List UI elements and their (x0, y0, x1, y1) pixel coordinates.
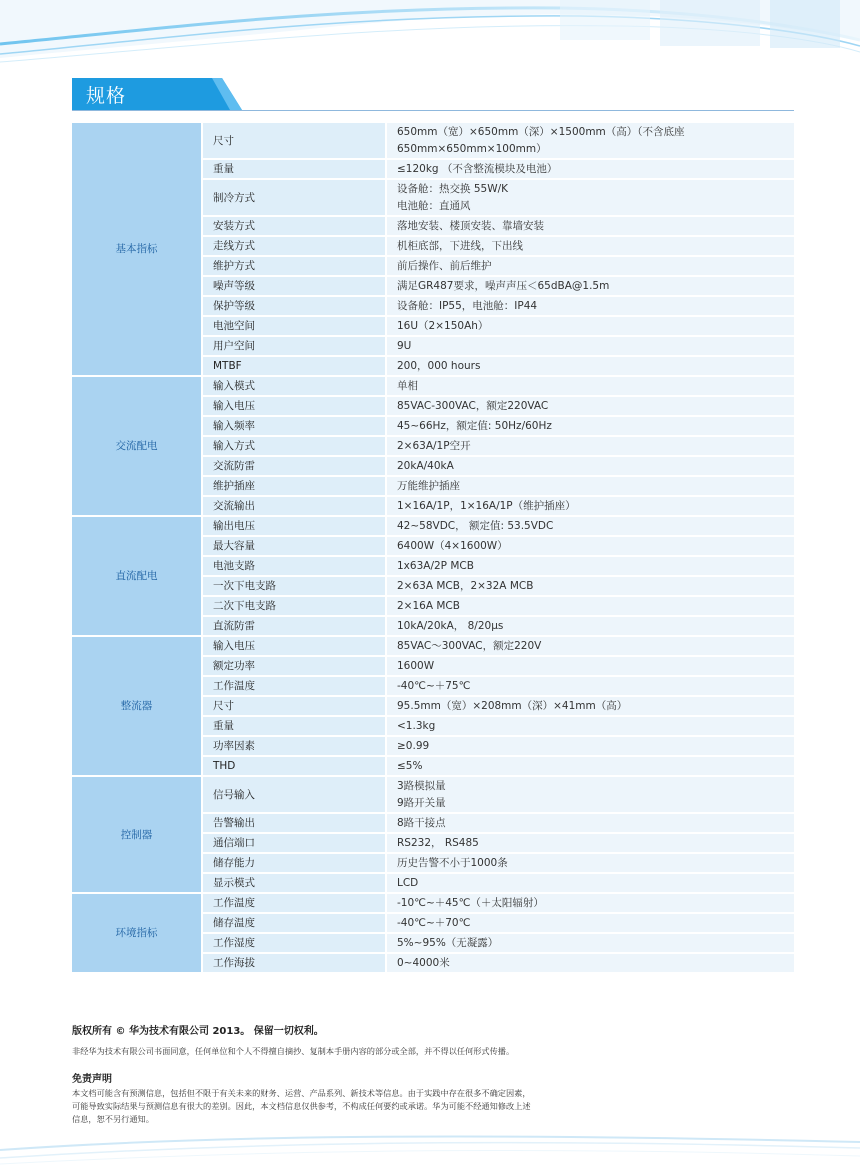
spec-label: 工作温度 (201, 677, 385, 697)
spec-value: 8路干接点 (397, 817, 446, 829)
header-wave-decoration (0, 0, 860, 80)
spec-value: <1.3kg (397, 720, 436, 732)
spec-table (72, 123, 794, 974)
spec-label: 输出电压 (201, 517, 385, 537)
spec-value-cell (385, 377, 794, 397)
spec-value-cell (385, 397, 794, 417)
spec-label: 工作温度 (201, 894, 385, 914)
disclaimer-line: 信息，恕不另行通知。 (72, 1114, 154, 1124)
spec-row (72, 637, 794, 657)
spec-value-cell (385, 914, 794, 934)
spec-value-cell (385, 317, 794, 337)
spec-label: 制冷方式 (201, 180, 385, 217)
spec-label: 输入模式 (201, 377, 385, 397)
spec-value-cell (385, 637, 794, 657)
spec-value: ≥0.99 (397, 740, 430, 752)
spec-label: 功率因素 (201, 737, 385, 757)
spec-row (72, 377, 794, 397)
spec-value-cell (385, 717, 794, 737)
spec-value: 2×63A MCB，2×32A MCB (397, 580, 534, 592)
spec-label: 重量 (201, 160, 385, 180)
spec-value: 设备舱：热交换 55W/K (397, 183, 509, 195)
spec-value-cell (385, 934, 794, 954)
spec-label: 重量 (201, 717, 385, 737)
spec-value: 电池舱：直通风 (397, 200, 471, 212)
spec-value-cell (385, 557, 794, 577)
footer (72, 1022, 632, 1126)
spec-label: 交流输出 (201, 497, 385, 517)
spec-value-cell (385, 457, 794, 477)
section-tab (72, 78, 242, 110)
spec-value: 45~66Hz，额定值: 50Hz/60Hz (397, 420, 552, 432)
spec-row (72, 517, 794, 537)
spec-value: 9U (397, 340, 412, 352)
spec-label: MTBF (201, 357, 385, 377)
spec-value-cell (385, 954, 794, 974)
spec-label: 告警输出 (201, 814, 385, 834)
spec-value: ≤5% (397, 760, 423, 772)
spec-value-cell (385, 617, 794, 637)
spec-label: 保护等级 (201, 297, 385, 317)
spec-row (72, 894, 794, 914)
spec-label: 交流防雷 (201, 457, 385, 477)
section-title: 规格 (86, 85, 127, 107)
disclaimer-line: 可能导致实际结果与预测信息有很大的差别。因此，本文档信息仅供参考，不构成任何要约或承诺。华为可能不经通知修改上述 (72, 1101, 531, 1111)
spec-label: 额定功率 (201, 657, 385, 677)
copyright-notice: 版权所有 © 华为技术有限公司 2013。 保留一切权利。 (72, 1026, 324, 1037)
spec-label: 电池支路 (201, 557, 385, 577)
spec-category: 基本指标 (72, 123, 201, 377)
spec-label: 最大容量 (201, 537, 385, 557)
spec-value-cell (385, 337, 794, 357)
spec-row (72, 123, 794, 160)
spec-value: 机柜底部，下进线，下出线 (397, 240, 523, 252)
spec-value: 前后操作、前后维护 (397, 260, 492, 272)
spec-label: 通信端口 (201, 834, 385, 854)
spec-value: 1×16A/1P，1×16A/1P（维护插座） (397, 500, 576, 512)
spec-label: 维护插座 (201, 477, 385, 497)
spec-value-cell (385, 677, 794, 697)
spec-label: 尺寸 (201, 123, 385, 160)
spec-value: 历史告警不小于1000条 (397, 857, 508, 869)
disclaimer-title: 免责声明 (72, 1074, 112, 1085)
spec-value: ≤120kg （不含整流模块及电池） (397, 163, 558, 175)
spec-value: 0~4000米 (397, 957, 450, 969)
spec-label: 显示模式 (201, 874, 385, 894)
spec-value: 5%~95%（无凝露） (397, 937, 499, 949)
spec-value-cell (385, 477, 794, 497)
spec-value-cell (385, 757, 794, 777)
spec-value: 20kA/40kA (397, 460, 454, 472)
spec-value: 落地安装、楼顶安装、靠墙安装 (397, 220, 544, 232)
spec-value: 1x63A/2P MCB (397, 560, 474, 572)
spec-value: -40℃~＋70℃ (397, 917, 471, 929)
spec-label: 电池空间 (201, 317, 385, 337)
spec-category: 环境指标 (72, 894, 201, 974)
spec-value-cell (385, 894, 794, 914)
spec-value: 3路模拟量 (397, 780, 446, 792)
spec-value-cell (385, 217, 794, 237)
spec-label: 储存能力 (201, 854, 385, 874)
spec-label: 输入频率 (201, 417, 385, 437)
spec-label: 输入电压 (201, 397, 385, 417)
spec-category: 整流器 (72, 637, 201, 777)
spec-row (72, 777, 794, 814)
spec-value: LCD (397, 877, 419, 889)
footer-wave-decoration (0, 1128, 860, 1168)
spec-value: 85VAC～300VAC，额定220V (397, 640, 542, 652)
spec-value-cell (385, 517, 794, 537)
spec-label: 工作海拔 (201, 954, 385, 974)
spec-value-cell (385, 160, 794, 180)
spec-value: 85VAC-300VAC，额定220VAC (397, 400, 549, 412)
spec-value-cell (385, 814, 794, 834)
spec-value-cell (385, 657, 794, 677)
spec-value-cell (385, 854, 794, 874)
spec-label: THD (201, 757, 385, 777)
spec-label: 输入方式 (201, 437, 385, 457)
spec-value-cell (385, 417, 794, 437)
spec-label: 安装方式 (201, 217, 385, 237)
spec-value: 2×16A MCB (397, 600, 460, 612)
spec-label: 二次下电支路 (201, 597, 385, 617)
spec-label: 噪声等级 (201, 277, 385, 297)
spec-table-body (72, 123, 794, 974)
spec-value-cell (385, 834, 794, 854)
spec-label: 直流防雷 (201, 617, 385, 637)
spec-value-cell (385, 777, 794, 814)
spec-value: 设备舱：IP55，电池舱：IP44 (397, 300, 538, 312)
spec-label: 输入电压 (201, 637, 385, 657)
spec-category: 控制器 (72, 777, 201, 894)
spec-value-cell (385, 497, 794, 517)
spec-value-cell (385, 577, 794, 597)
spec-label: 工作湿度 (201, 934, 385, 954)
spec-value: 满足GR487要求，噪声声压＜65dBA@1.5m (397, 280, 610, 292)
section-divider (72, 110, 794, 111)
spec-value-cell (385, 297, 794, 317)
spec-value: 2×63A/1P空开 (397, 440, 471, 452)
spec-value: RS232， RS485 (397, 837, 479, 849)
spec-value-cell (385, 257, 794, 277)
spec-value: 650mm（宽）×650mm（深）×1500mm（高）（不含底座650mm×650mm×100mm） (397, 126, 685, 155)
spec-label: 信号输入 (201, 777, 385, 814)
copyright-text: 非经华为技术有限公司书面同意，任何单位和个人不得擅自摘抄、复制本手册内容的部分或全部，并不得以任何形式传播。 (72, 1046, 515, 1056)
spec-value-cell (385, 237, 794, 257)
spec-value: 1600W (397, 660, 435, 672)
spec-value: 6400W（4×1600W） (397, 540, 508, 552)
spec-value: -10℃~＋45℃（＋太阳辐射） (397, 897, 544, 909)
spec-value-cell (385, 874, 794, 894)
spec-value: 单相 (397, 380, 418, 392)
spec-value: 10kA/20kA， 8/20μs (397, 620, 504, 632)
spec-value-cell (385, 597, 794, 617)
spec-label: 一次下电支路 (201, 577, 385, 597)
spec-value-cell (385, 537, 794, 557)
spec-category: 交流配电 (72, 377, 201, 517)
spec-value: 万能维护插座 (397, 480, 460, 492)
spec-value: 200，000 hours (397, 360, 481, 372)
disclaimer-line: 本文档可能含有预测信息，包括但不限于有关未来的财务、运营、产品系列、新技术等信息。由于实践中存在很多不确定因素， (72, 1088, 531, 1098)
spec-value-cell (385, 180, 794, 217)
spec-value: -40℃~＋75℃ (397, 680, 471, 692)
spec-label: 走线方式 (201, 237, 385, 257)
spec-value-cell (385, 357, 794, 377)
spec-category: 直流配电 (72, 517, 201, 637)
spec-value-cell (385, 277, 794, 297)
spec-value-cell (385, 123, 794, 160)
spec-value: 16U（2×150Ah） (397, 320, 489, 332)
spec-value: 42~58VDC， 额定值: 53.5VDC (397, 520, 554, 532)
spec-value-cell (385, 437, 794, 457)
spec-label: 维护方式 (201, 257, 385, 277)
spec-value-cell (385, 737, 794, 757)
spec-value: 95.5mm（宽）×208mm（深）×41mm（高） (397, 700, 628, 712)
spec-value-cell (385, 697, 794, 717)
spec-label: 尺寸 (201, 697, 385, 717)
spec-value: 9路开关量 (397, 797, 446, 809)
spec-label: 用户空间 (201, 337, 385, 357)
spec-label: 储存温度 (201, 914, 385, 934)
